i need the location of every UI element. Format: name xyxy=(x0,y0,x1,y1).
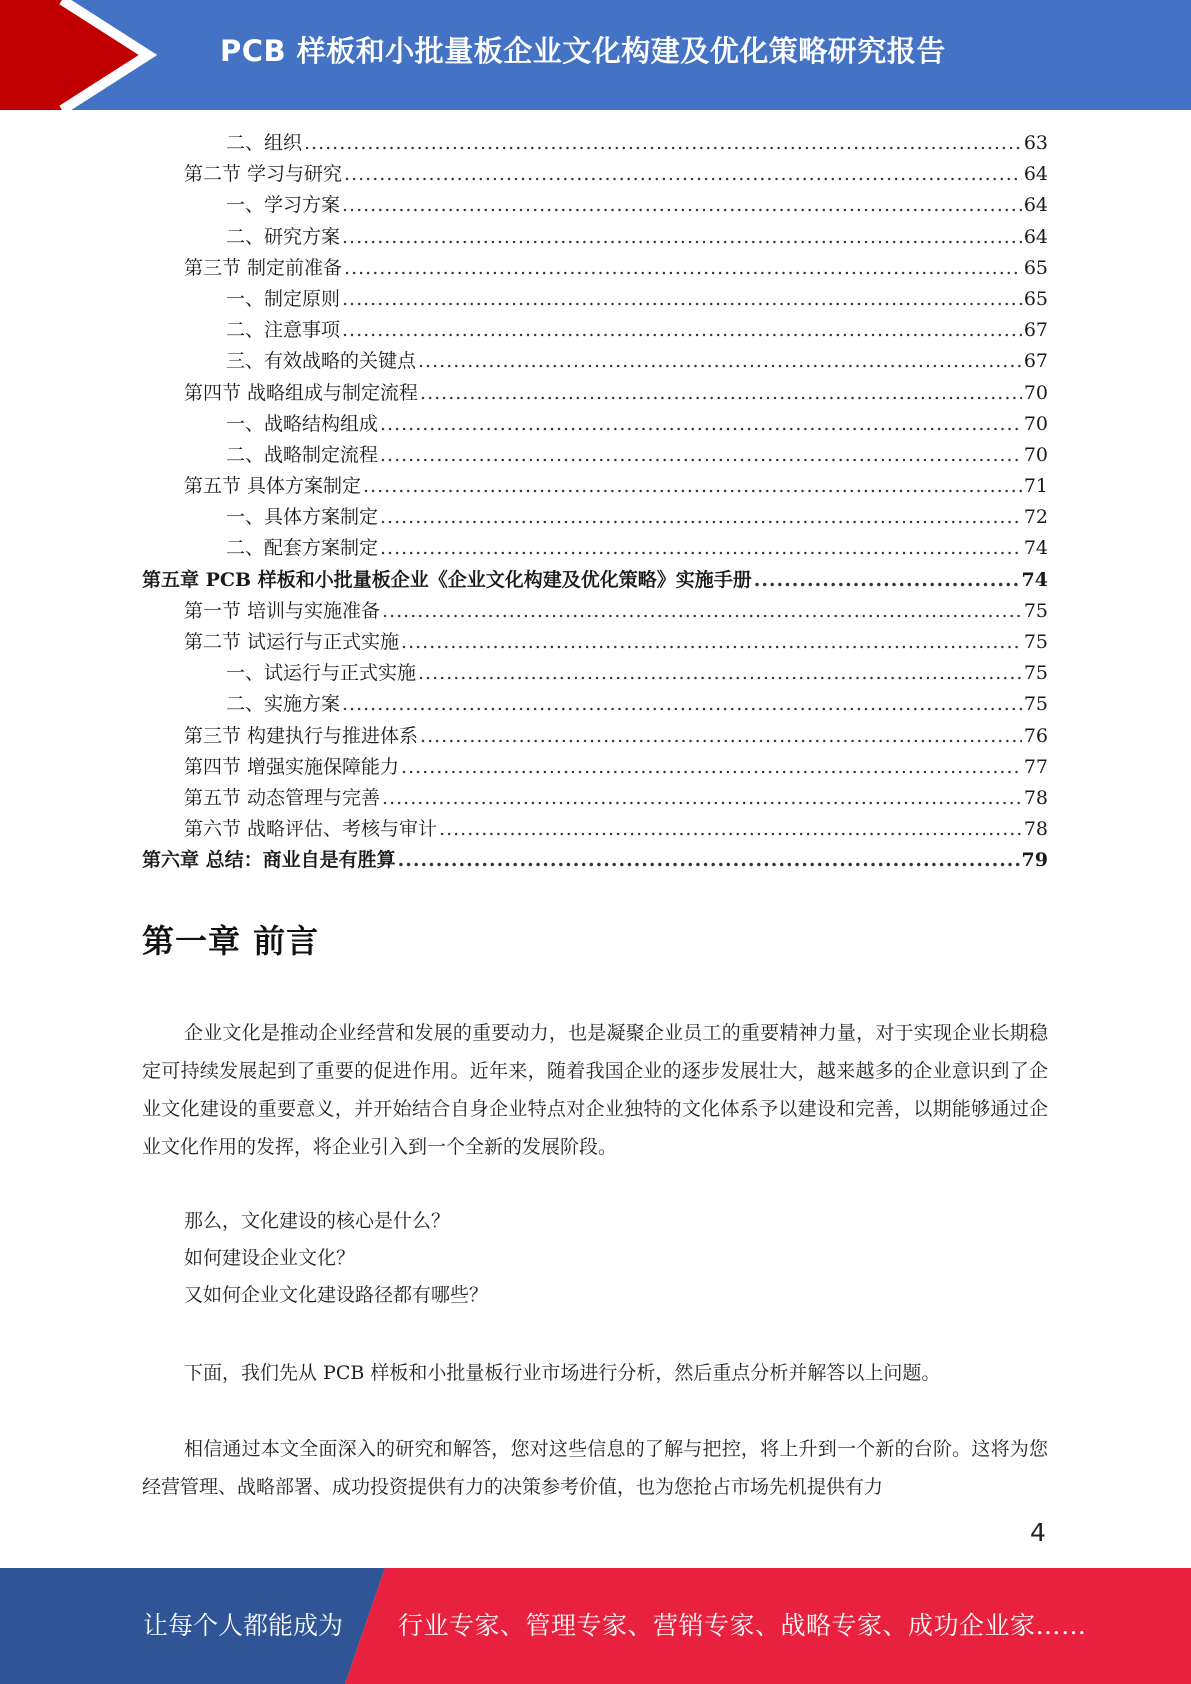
toc-entry[interactable] xyxy=(142,128,1048,159)
toc-entry[interactable] xyxy=(142,565,1048,596)
toc-entry-title: 第二节 学习与研究 xyxy=(184,163,343,186)
toc-entry[interactable] xyxy=(142,752,1048,783)
toc-entry-title: 一、制定原则 xyxy=(226,287,341,310)
toc-entry[interactable] xyxy=(142,284,1048,315)
toc-entry-page: 75 xyxy=(1023,599,1048,622)
toc-entry-title: 第四节 增强实施保障能力 xyxy=(184,755,400,778)
toc-entry-page: 70 xyxy=(1023,443,1048,466)
toc-dot-leader xyxy=(342,194,1022,216)
page-header xyxy=(0,0,1191,110)
toc-entry-page: 74 xyxy=(1021,568,1048,591)
toc-entry-title: 二、配套方案制定 xyxy=(226,537,379,560)
toc-dot-leader xyxy=(344,257,1022,279)
toc-entry-page: 67 xyxy=(1023,319,1048,342)
toc-entry-page: 72 xyxy=(1023,506,1048,529)
toc-entry[interactable] xyxy=(142,159,1048,190)
toc-entry-title: 二、研究方案 xyxy=(226,225,341,248)
toc-entry[interactable] xyxy=(142,222,1048,253)
toc-dot-leader xyxy=(418,350,1022,372)
toc-entry-title: 第三节 制定前准备 xyxy=(184,256,343,279)
toc-dot-leader xyxy=(342,693,1022,715)
toc-dot-leader xyxy=(398,849,1020,871)
toc-entry-page: 76 xyxy=(1023,724,1048,747)
toc-entry-title: 第四节 战略组成与制定流程 xyxy=(184,381,419,404)
toc-entry-page: 64 xyxy=(1023,225,1048,248)
toc-entry-page: 75 xyxy=(1023,693,1048,716)
paragraph-text: 相信通过本文全面深入的研究和解答，您对这些信息的了解与把控，将上升到一个新的台阶。这将为您经营管理、战略部署、成功投资提供有力的决策参考价值，也为您抢占市场先机提供有力 xyxy=(142,1438,1048,1498)
toc-entry-title: 一、试运行与正式实施 xyxy=(226,662,417,685)
toc-entry[interactable] xyxy=(142,814,1048,845)
question-line: 那么，文化建设的核心是什么？ xyxy=(184,1210,451,1232)
paragraph-text: 下面，我们先从 PCB 样板和小批量板行业市场进行分析，然后重点分析并解答以上问题。 xyxy=(184,1362,941,1384)
toc-dot-leader xyxy=(401,756,1022,778)
toc-entry-title: 二、组织 xyxy=(226,132,303,154)
toc-entry-page: 75 xyxy=(1023,631,1048,653)
toc-dot-leader xyxy=(420,382,1022,404)
toc-entry-title: 第五节 具体方案制定 xyxy=(184,475,362,498)
toc-entry[interactable] xyxy=(142,533,1048,564)
footer-slogan-right: 行业专家、管理专家、营销专家、战略专家、成功企业家…… xyxy=(398,1611,1087,1640)
toc-dot-leader xyxy=(380,506,1022,528)
toc-dot-leader xyxy=(342,319,1022,341)
toc-entry[interactable] xyxy=(142,440,1048,471)
toc-entry-title: 三、有效战略的关键点 xyxy=(226,350,417,373)
toc-entry-page: 70 xyxy=(1023,412,1048,435)
toc-entry-title: 第二节 试运行与正式实施 xyxy=(184,631,400,653)
toc-entry[interactable] xyxy=(142,346,1048,377)
document-title: PCB 样板和小批量板企业文化构建及优化策略研究报告 xyxy=(220,34,946,68)
question-line: 又如何企业文化建设路径都有哪些？ xyxy=(184,1284,489,1306)
toc-entry-page: 64 xyxy=(1023,194,1048,217)
toc-entry-page: 75 xyxy=(1023,662,1048,685)
toc-entry[interactable] xyxy=(142,721,1048,752)
page-number: 4 xyxy=(1030,1518,1046,1547)
toc-entry[interactable] xyxy=(142,409,1048,440)
toc-entry[interactable] xyxy=(142,190,1048,221)
toc-entry-page: 63 xyxy=(1023,132,1048,154)
toc-entry-title: 第六节 战略评估、考核与审计 xyxy=(184,818,438,841)
toc-entry-page: 77 xyxy=(1023,755,1048,778)
toc-entry[interactable] xyxy=(142,315,1048,346)
toc-entry-page: 67 xyxy=(1023,350,1048,373)
toc-dot-leader xyxy=(342,288,1022,310)
toc-dot-leader xyxy=(439,818,1022,840)
toc-entry-title: 第五章 PCB 样板和小批量板企业《企业文化构建及优化策略》实施手册 xyxy=(142,568,752,591)
toc-dot-leader xyxy=(418,662,1022,684)
chapter-title: 第一章 前言 xyxy=(142,922,320,960)
question-list xyxy=(142,1203,1048,1314)
paragraph-intro xyxy=(142,1014,1048,1166)
paragraph-text: 企业文化是推动企业经营和发展的重要动力，也是凝聚企业员工的重要精神力量，对于实现企业长期稳定可持续发展起到了重要的促进作用。近年来，随着我国企业的逐步发展壮大，越来越多的企业意识到了企业文化建设的重要意义，并开始结合自身企业特点对企业独特的文化体系予以建设和完善，以期能够通过企业文化作用的发挥，将企业引入到一个全新的发展阶段。 xyxy=(142,1022,1048,1158)
toc-dot-leader xyxy=(754,569,1020,591)
toc-entry[interactable] xyxy=(142,689,1048,720)
toc-dot-leader xyxy=(344,163,1022,185)
toc-entry-page: 64 xyxy=(1023,163,1048,186)
paragraph-analysis xyxy=(142,1354,1048,1392)
page-footer xyxy=(0,1568,1191,1684)
toc-entry-title: 二、实施方案 xyxy=(226,693,341,716)
table-of-contents xyxy=(142,128,1048,877)
toc-dot-leader xyxy=(380,413,1022,435)
toc-entry-page: 71 xyxy=(1023,475,1048,498)
toc-entry[interactable] xyxy=(142,596,1048,627)
question-line: 如何建设企业文化？ xyxy=(184,1247,356,1269)
toc-entry-title: 第五节 动态管理与完善 xyxy=(184,786,381,809)
toc-entry[interactable] xyxy=(142,658,1048,689)
toc-entry[interactable] xyxy=(142,783,1048,814)
toc-entry-title: 一、战略结构组成 xyxy=(226,412,379,435)
toc-entry-title: 第一节 培训与实施准备 xyxy=(184,599,381,622)
toc-entry[interactable] xyxy=(142,471,1048,502)
toc-entry-title: 一、具体方案制定 xyxy=(226,506,379,529)
toc-entry[interactable] xyxy=(142,627,1048,658)
toc-entry-page: 74 xyxy=(1023,537,1048,560)
footer-slogan-left: 让每个人都能成为 xyxy=(143,1611,344,1640)
toc-entry[interactable] xyxy=(142,845,1048,876)
toc-dot-leader xyxy=(382,787,1022,809)
toc-entry-title: 一、学习方案 xyxy=(226,194,341,217)
toc-entry-page: 65 xyxy=(1023,287,1048,310)
toc-entry[interactable] xyxy=(142,502,1048,533)
toc-entry-title: 二、注意事项 xyxy=(226,319,341,342)
toc-entry-page: 65 xyxy=(1023,256,1048,279)
toc-dot-leader xyxy=(382,600,1022,622)
toc-entry-page: 70 xyxy=(1023,381,1048,404)
toc-dot-leader xyxy=(380,537,1022,559)
toc-entry[interactable] xyxy=(142,253,1048,284)
toc-dot-leader xyxy=(401,631,1022,653)
paragraph-closing xyxy=(142,1430,1048,1506)
toc-dot-leader xyxy=(342,226,1022,248)
toc-entry-page: 79 xyxy=(1021,849,1048,872)
toc-entry-title: 第六章 总结：商业自是有胜算 xyxy=(142,849,396,872)
toc-entry-page: 78 xyxy=(1023,818,1048,841)
toc-entry-page: 78 xyxy=(1023,786,1048,809)
toc-dot-leader xyxy=(380,444,1022,466)
toc-dot-leader xyxy=(304,132,1022,154)
toc-entry[interactable] xyxy=(142,378,1048,409)
toc-entry-title: 二、战略制定流程 xyxy=(226,443,379,466)
toc-dot-leader xyxy=(420,725,1022,747)
toc-dot-leader xyxy=(363,475,1022,497)
toc-entry-title: 第三节 构建执行与推进体系 xyxy=(184,724,419,747)
